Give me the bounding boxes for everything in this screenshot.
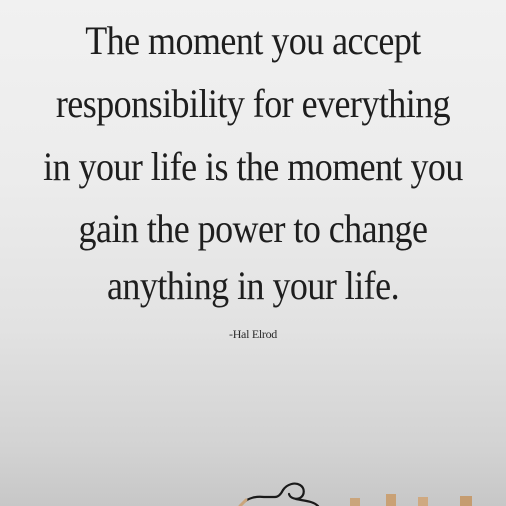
quote-line-1: The moment you accept <box>85 18 421 63</box>
quote-line-5: anything in your life. <box>106 263 400 308</box>
quote-line-2: responsibility for everything <box>55 81 451 126</box>
quote-author: -Hal Elrod <box>229 327 277 341</box>
wooden-steps <box>350 494 472 506</box>
man-figure-icon <box>240 484 318 506</box>
figure-illustration <box>0 470 506 506</box>
quote-line-4: gain the power to change <box>78 206 428 251</box>
figure-svg <box>0 470 506 506</box>
quote-line-3: in your life is the moment you <box>43 144 463 189</box>
